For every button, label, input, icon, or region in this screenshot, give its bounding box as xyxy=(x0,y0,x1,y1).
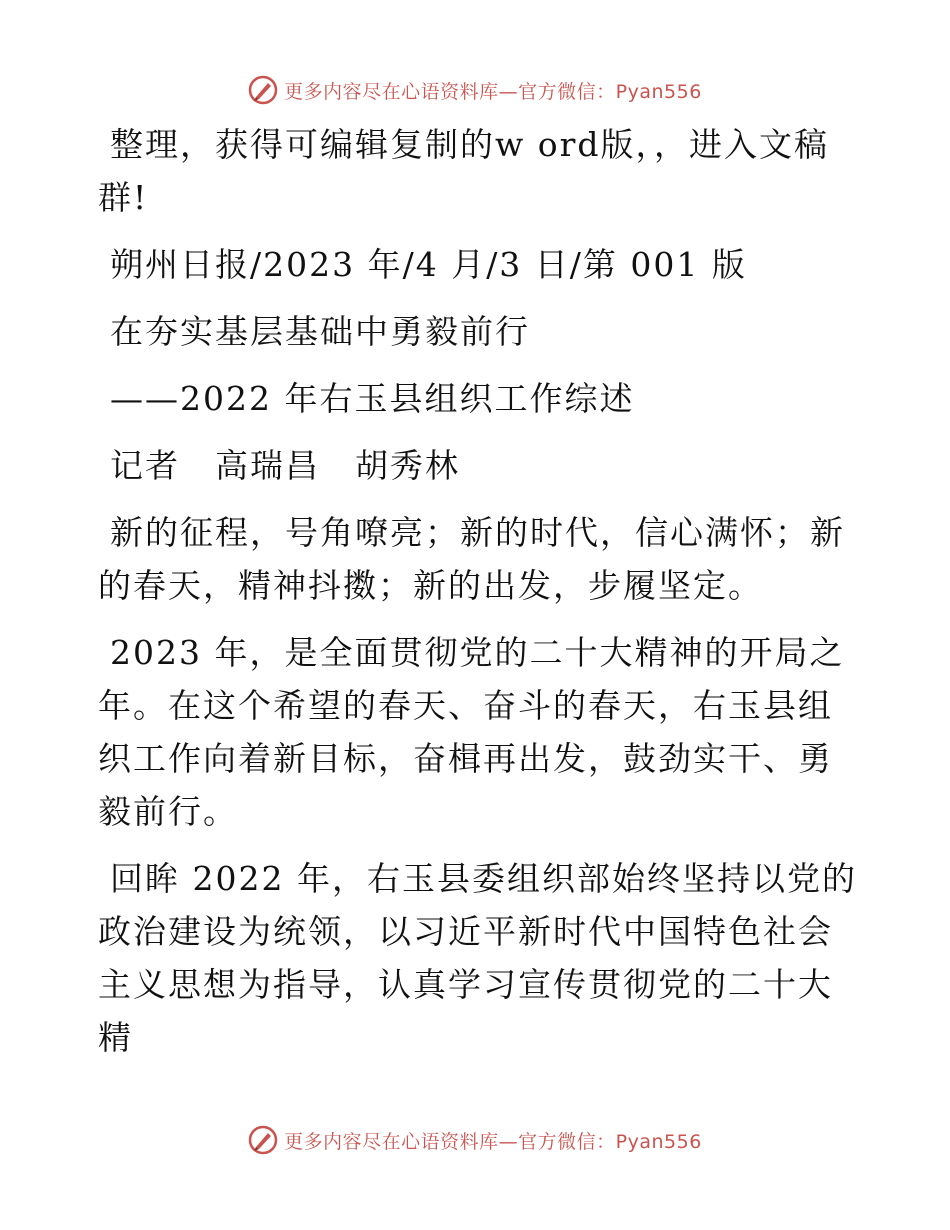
byline: 记者 高瑞昌 胡秀林 xyxy=(110,446,460,485)
body-paragraph: 2023 年，是全面贯彻党的二十大精神的开局之年。在这个希望的春天、奋斗的春天，右玉县组织工作向着新目标，奋楫再出发，鼓劲实干、勇毅前行。 xyxy=(98,633,845,831)
article-subtitle: ——2022 年右玉县组织工作综述 xyxy=(110,379,635,418)
intro-paragraph: 整理，获得可编辑复制的w ord版，，进入文稿群! xyxy=(98,125,830,217)
pen-logo-icon xyxy=(248,1125,278,1155)
article-title: 在夯实基层基础中勇毅前行 xyxy=(110,312,530,351)
body-paragraph: 回眸 2022 年，右玉县委组织部始终坚持以党的政治建设为统领，以习近平新时代中国特色社会主义思想为指导，认真学习宣传贯彻党的二十大精 xyxy=(98,859,857,1057)
footer-watermark-banner xyxy=(0,1120,950,1160)
body-paragraph: 新的征程，号角嘹亮；新的时代，信心满怀；新的春天，精神抖擞；新的出发，步履坚定。 xyxy=(98,513,845,605)
wechat-id: Pyan556 xyxy=(615,1130,702,1153)
document-body xyxy=(98,118,858,1064)
header-watermark-banner xyxy=(0,70,950,110)
pen-logo-icon xyxy=(248,75,278,105)
wechat-id: Pyan556 xyxy=(615,80,702,103)
watermark-text: 更多内容尽在心语资料库—官方微信：Pyan556 xyxy=(284,80,702,103)
source-line: 朔州日报/2023 年/4 月/3 日/第 001 版 xyxy=(110,245,747,284)
watermark-text: 更多内容尽在心语资料库—官方微信：Pyan556 xyxy=(284,1130,702,1153)
